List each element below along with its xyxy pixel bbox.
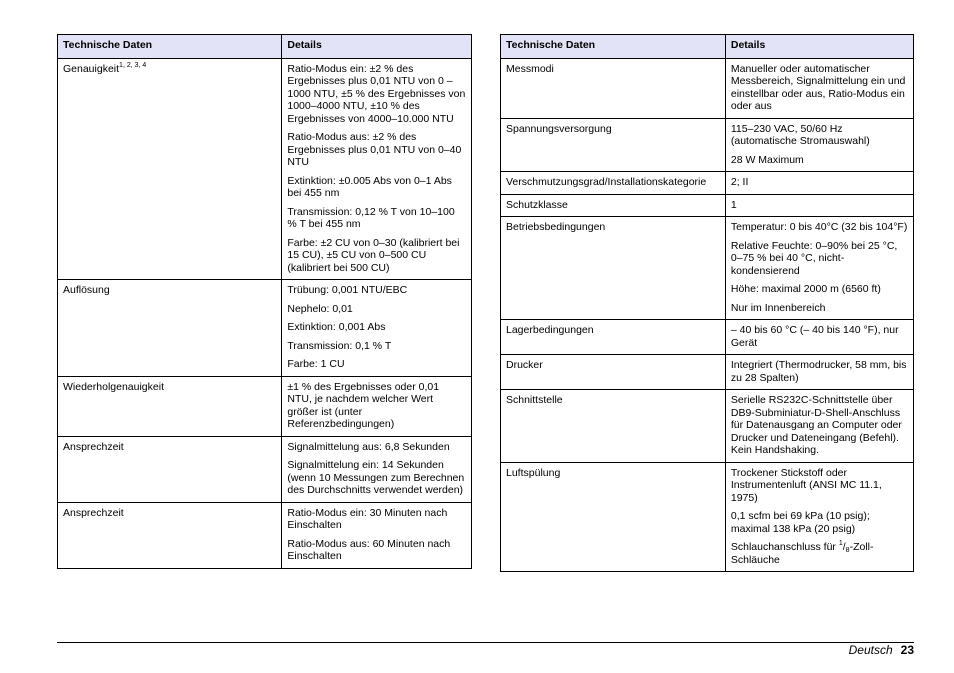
- detail-text: Serielle RS232C-Schnittstelle über DB9-Subminiatur-D-Shell-Anschluss für Datenausgang an Computer oder Drucker und Dateneingang (Befehl). Kein Handshaking.: [730, 394, 902, 456]
- detail-text: – 40 bis 60 °C (– 40 bis 140 °F), nur Gerät: [730, 324, 899, 349]
- row-label: Messmodi: [501, 58, 726, 118]
- detail-text: Farbe: ±2 CU von 0–30 (kalibriert bei 15 CU), ±5 CU von 0–500 CU (kalibriert bei 500 CU): [287, 236, 460, 274]
- row-label: Verschmutzungsgrad/Installationskategorie: [501, 172, 726, 195]
- row-label: Genauigkeit$^{1, 2, 3, 4}$: [58, 58, 282, 280]
- detail-text: Trübung: 0,001 NTU/EBC: [287, 284, 408, 296]
- detail-text: Extinktion: ±0.005 Abs von 0–1 Abs bei 455 nm: [287, 174, 452, 199]
- row-details: [282, 58, 472, 280]
- column-header: Technische Daten: [58, 35, 282, 59]
- right-spec-table: [500, 34, 914, 572]
- row-label: Luftspülung: [501, 462, 726, 572]
- detail-text: Nephelo: 0,01: [287, 302, 353, 315]
- row-label: Ansprechzeit: [58, 436, 282, 502]
- table-row: [501, 320, 914, 355]
- detail-text: Trockener Stickstoff oder Instrumentenluft (ANSI MC 11.1, 1975): [730, 466, 882, 504]
- table-row: [501, 355, 914, 390]
- detail-text: Höhe: maximal 2000 m (6560 ft): [730, 283, 881, 295]
- row-details: [725, 118, 913, 172]
- detail-text: ±1 % des Ergebnisses oder 0,01 NTU, je nachdem welcher Wert größer ist (unter Referenzbedingungen): [287, 380, 440, 430]
- detail-text: 28 W Maximum: [730, 153, 804, 166]
- detail-text: 0,1 scfm bei 69 kPa (10 psig); maximal 138 kPa (20 psig): [730, 510, 870, 535]
- detail-text: Schlauchanschluss für $^1/_8-Zoll$-Schläuche: [730, 540, 874, 566]
- table-row: [501, 462, 914, 572]
- fraction-denominator: 8: [845, 547, 850, 554]
- detail-text: Integriert (Thermodrucker, 58 mm, bis zu 28 Spalten): [730, 359, 907, 384]
- table-row: [58, 280, 472, 377]
- footer-language: Deutsch: [848, 643, 893, 657]
- detail-text: Temperatur: 0 bis 40°C (32 bis 104°F): [730, 221, 908, 233]
- row-details: [725, 194, 913, 217]
- detail-text: Ratio-Modus ein: ±2 % des Ergebnisses plus 0,01 NTU von 0 – 1000 NTU, ±5 % des Ergebnisses von 1000–4000 NTU, ±10 % des Ergebnisses von 4000–10.000 NTU: [287, 62, 466, 125]
- fraction-numerator: 1: [838, 540, 843, 547]
- row-details: [725, 58, 913, 118]
- detail-text: 115–230 VAC, 50/60 Hz (automatische Stromauswahl): [730, 122, 870, 147]
- row-label: Auflösung: [58, 280, 282, 377]
- row-details: [282, 502, 472, 568]
- row-details: [725, 462, 913, 572]
- table-row: [501, 172, 914, 195]
- table-row: [501, 118, 914, 172]
- row-label: Schnittstelle: [501, 390, 726, 463]
- table-row: [501, 58, 914, 118]
- detail-text: Ratio-Modus aus: ±2 % des Ergebnisses plus 0,01 NTU von 0–40 NTU: [287, 131, 462, 168]
- row-label: Betriebsbedingungen: [501, 217, 726, 320]
- table-row: [58, 58, 472, 280]
- page-number: 23: [900, 643, 914, 657]
- table-row: [58, 502, 472, 568]
- detail-text: Ratio-Modus ein: 30 Minuten nach Einschalten: [287, 506, 448, 531]
- detail-text: Farbe: 1 CU: [287, 358, 345, 370]
- detail-text: Transmission: 0,1 % T: [287, 339, 392, 352]
- row-label: Lagerbedingungen: [501, 320, 726, 355]
- table-header-row: [501, 35, 914, 59]
- column-header: Details: [282, 35, 472, 59]
- row-details: [725, 355, 913, 390]
- row-label: Wiederholgenauigkeit: [58, 376, 282, 436]
- column-header: Details: [725, 35, 913, 59]
- table-row: [501, 217, 914, 320]
- footer-divider: [57, 642, 914, 643]
- detail-text: Extinktion: 0,001 Abs: [287, 321, 386, 333]
- row-label: Drucker: [501, 355, 726, 390]
- left-spec-table: [57, 34, 472, 569]
- row-details: [725, 217, 913, 320]
- row-details: [282, 280, 472, 377]
- detail-text: Ratio-Modus aus: 60 Minuten nach Einschalten: [287, 537, 451, 562]
- table-row: [501, 194, 914, 217]
- detail-text: Relative Feuchte: 0–90% bei 25 °C, 0–75 % bei 40 °C, nicht-kondensierend: [730, 239, 898, 277]
- detail-text: 1: [730, 198, 737, 211]
- detail-text: Transmission: 0,12 % T von 10–100 % T bei 455 nm: [287, 205, 455, 230]
- footnote-reference: 1, 2, 3, 4: [119, 61, 147, 69]
- detail-text: Signalmittelung aus: 6,8 Sekunden: [287, 440, 450, 453]
- row-details: [282, 376, 472, 436]
- column-header: Technische Daten: [501, 35, 726, 59]
- table-row: [58, 436, 472, 502]
- row-label: Ansprechzeit: [58, 502, 282, 568]
- detail-text: 2; II: [730, 176, 749, 188]
- row-label: Schutzklasse: [501, 194, 726, 217]
- row-details: [725, 172, 913, 195]
- detail-text: Manueller oder automatischer Messbereich, Signalmittelung ein und einstellbar oder aus, Ratio-Modus ein oder aus: [730, 62, 906, 112]
- table-header-row: [58, 35, 472, 59]
- detail-text: Nur im Innenbereich: [730, 301, 826, 314]
- row-details: [725, 320, 913, 355]
- page-footer: [849, 643, 914, 657]
- row-label: Spannungsversorgung: [501, 118, 726, 172]
- table-row: [58, 376, 472, 436]
- table-row: [501, 390, 914, 463]
- row-details: [725, 390, 913, 463]
- row-details: [282, 436, 472, 502]
- detail-text: Signalmittelung ein: 14 Sekunden (wenn 10 Messungen zum Berechnen des Durchschnitts verwendet werden): [287, 459, 465, 496]
